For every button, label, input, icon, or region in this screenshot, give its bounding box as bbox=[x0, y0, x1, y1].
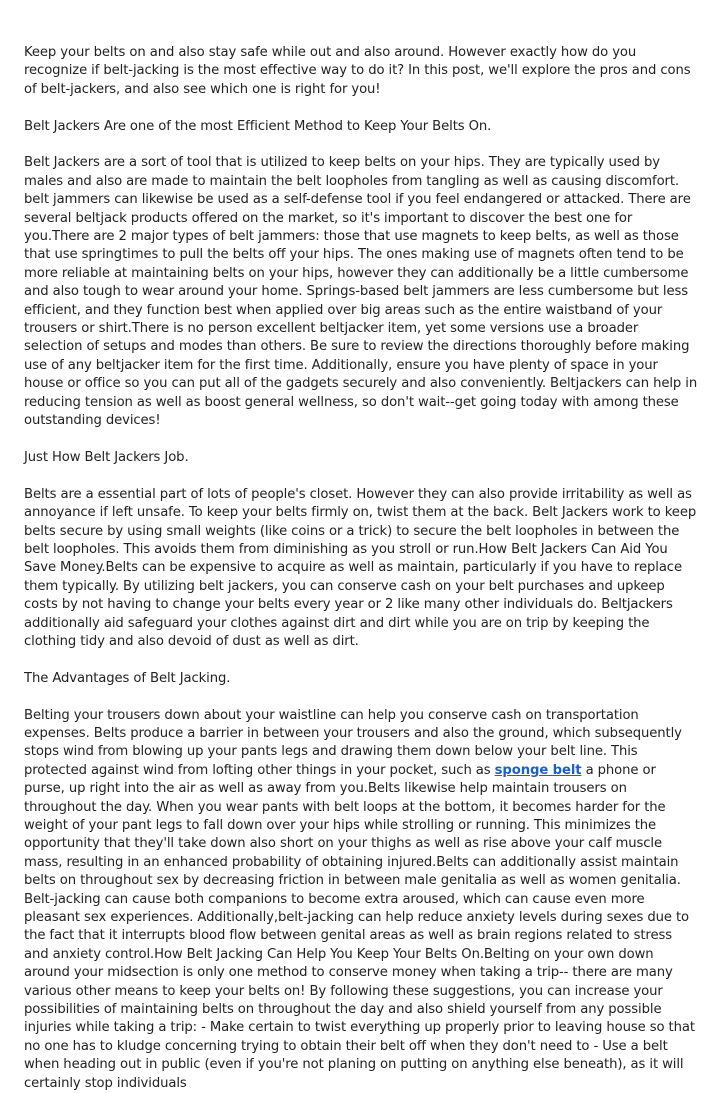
section-heading-how-belt-jackers-job: Just How Belt Jackers Job. bbox=[24, 449, 189, 465]
section-heading-efficient-method: Belt Jackers Are one of the most Efficient Method to Keep Your Belts On. bbox=[24, 118, 492, 134]
sponge-belt-link[interactable]: sponge belt bbox=[494, 762, 582, 778]
advantages-text-after-link: a phone or purse, up right into the air as well as away from you.Belts likewise help maintain trousers on throughout the day. When you wear pants with belt loops at the bottom, it becomes harder for the weight of your pant legs to fall down over your hips while strolling or running. This minimizes the opportunity that they'll take down also short on your thighs as well as rise above your calf muscle mass, resulting in an enhanced probability of obtaining injured.Belts can additionally assist maintain belts on throughout sex by decreasing friction in between male genitalia as well as women genitalia. Belt-jacking can cause both companions to become extra aroused, which can cause even more pleasant sex experiences. Additionally,belt-jacking can help reduce anxiety levels during sexes due to the fact that it interrupts blood flow between genital areas as well as brain regions related to stress and anxiety control.How Belt Jacking Can Help You Keep Your Belts On.Belting on your own down around your midsection is only one method to conserve money when taking a trip-- there are many various other means to keep your belts on! By following these suggestions, you can increase your possibilities of maintaining belts on throughout the day and also shield yourself from any possible injuries while taking a trip: - Make certain to twist everything up properly prior to leaving house so that no one has to kludge concerning trying to obtain their belt off when they don't need to - Use a belt when heading out in public (even if you're not planing on putting on anything else beneath), as it will certainly stop individuals bbox=[24, 762, 695, 1091]
advantages-text-before-link: Belting your trousers down about your waistline can help you conserve cash on transportation expenses. Belts produce a barrier in between your trousers and also the ground, which subsequently stops wind from blowing up your pants legs and drawing them down below your belt line. This protected against wind from lofting other things in your pocket, such as bbox=[24, 707, 682, 778]
intro-paragraph: Keep your belts on and also stay safe while out and also around. However exactly how do you recognize if belt-jacking is the most effective way to do it? In this post, we'll explore the pros and cons of belt-jackers, and also see which one is right for you! bbox=[24, 45, 691, 97]
section-heading-advantages: The Advantages of Belt Jacking. bbox=[24, 670, 231, 686]
body-paragraph-belt-jackers: Belt Jackers are a sort of tool that is utilized to keep belts on your hips. They are typically used by males and also are made to maintain the belt loopholes from tangling as well as causing discomfort. belt jammers can likewise be used as a self-defense tool if you feel endangered or attacked. There are several beltjack products offered on the market, so it's important to discover the best one for you.There are 2 major types of belt jammers: those that use magnets to keep belts, as well as those that use springtimes to pull the belts off your hips. The ones making use of magnets often tend to be more reliable at maintaining belts on your hips, however they can additionally be a little cumbersome and also tough to wear around your home. Springs-based belt jammers are less cumbersome but less efficient, and they function best when applied over big areas such as the entire waistband of your trousers or shirt.There is no person excellent beltjacker item, yet some versions use a broader selection of setups and modes than others. Be sure to review the directions thoroughly before making use of any beltjacker item for the first time. Additionally, ensure you have plenty of space in your house or office so you can put all of the gadgets securely and also conveniently. Beltjackers can help in reducing tension as well as boost general wellness, so don't wait--get going today with among these outstanding devices! bbox=[24, 155, 698, 429]
body-paragraph-belts-essential: Belts are a essential part of lots of people's closet. However they can also provide irritability as well as annoyance if left unsafe. To keep your belts firmly on, twist them at the back. Belt Jackers work to keep belts secure by using small weights (like coins or a trick) to secure the belt loopholes in between the belt loopholes. This avoids them from diminishing as you stroll or run.How Belt Jackers Can Aid You Save Money.Belts can be expensive to acquire as well as maintain, particularly if you have to replace them typically. By utilizing belt jackers, you can conserve cash on your belt purchases and upkeep costs by not having to change your belts every year or 2 like many other individuals do. Beltjackers additionally aid safeguard your clothes against dirt and dirt while you are on trip by keeping the clothing tidy and also devoid of dust as well as dirt. bbox=[24, 486, 697, 649]
body-paragraph-advantages bbox=[24, 707, 700, 1093]
